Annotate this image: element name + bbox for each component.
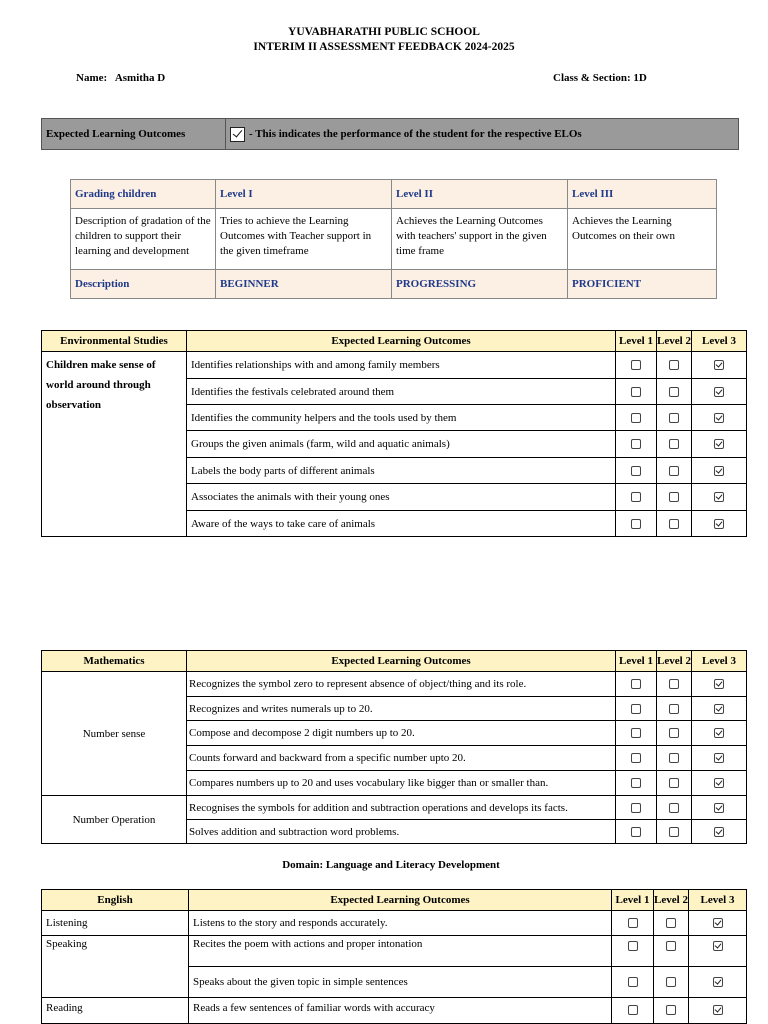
table-row <box>42 998 747 1024</box>
grading-description-row <box>71 209 717 270</box>
level-3-checkbox[interactable] <box>714 360 724 370</box>
elo-text: Compose and decompose 2 digit numbers up to 20. <box>187 721 616 746</box>
elo-text: Counts forward and backward from a specific number upto 20. <box>187 746 616 771</box>
elo-text: Recognizes the symbol zero to represent absence of object/thing and its role. <box>187 672 616 697</box>
level-1-checkbox[interactable] <box>631 704 641 714</box>
grading-footer-row <box>71 270 717 299</box>
english-category-speaking: Speaking <box>42 936 189 998</box>
elo-text: Labels the body parts of different animals <box>187 458 616 484</box>
level-3-checkbox[interactable] <box>713 941 723 951</box>
english-category-reading: Reading <box>42 998 189 1024</box>
level-1-checkbox[interactable] <box>631 360 641 370</box>
table-row <box>42 796 747 820</box>
class-label: Class & Section: <box>553 72 631 84</box>
math-table <box>41 650 747 844</box>
level-3-checkbox[interactable] <box>714 387 724 397</box>
level-2-checkbox[interactable] <box>669 413 679 423</box>
elo-legend-text: - This indicates the performance of the student for the respective ELOs <box>249 127 582 140</box>
level-2-checkbox[interactable] <box>666 918 676 928</box>
level-1-checkbox[interactable] <box>631 728 641 738</box>
level-1-checkbox[interactable] <box>628 918 638 928</box>
level-1-checkbox[interactable] <box>631 803 641 813</box>
evs-table <box>41 330 747 537</box>
elo-text: Aware of the ways to take care of animals <box>187 511 616 537</box>
elo-text: Compares numbers up to 20 and uses vocabulary like bigger than or smaller than. <box>187 771 616 796</box>
level-3-checkbox[interactable] <box>714 519 724 529</box>
level-1-checkbox[interactable] <box>631 519 641 529</box>
grading-footer-cell: BEGINNER <box>216 270 392 299</box>
level-2-checkbox[interactable] <box>669 492 679 502</box>
elo-text: Recognises the symbols for addition and subtraction operations and develops its facts. <box>187 796 616 820</box>
math-elo-header: Expected Learning Outcomes <box>187 651 616 672</box>
elo-text: Recognizes and writes numerals up to 20. <box>187 697 616 721</box>
level-2-checkbox[interactable] <box>666 941 676 951</box>
table-row <box>42 672 747 697</box>
student-name-row <box>76 72 165 84</box>
level-1-checkbox[interactable] <box>631 466 641 476</box>
level-3-checkbox[interactable] <box>714 492 724 502</box>
evs-category: Children make sense of world around through observation <box>42 352 187 537</box>
level-3-checkbox[interactable] <box>714 704 724 714</box>
grading-footer-cell: PROGRESSING <box>392 270 568 299</box>
elo-legend-desc <box>226 119 739 150</box>
grading-desc-cell: Tries to achieve the Learning Outcomes with Teacher support in the given timeframe <box>216 209 392 270</box>
domain-heading: Domain: Language and Literacy Development <box>282 859 500 871</box>
level-header: Level 1 <box>616 651 657 672</box>
level-1-checkbox[interactable] <box>628 977 638 987</box>
level-2-checkbox[interactable] <box>669 466 679 476</box>
grading-header-cell: Grading children <box>71 180 216 209</box>
english-elo-header: Expected Learning Outcomes <box>189 890 612 911</box>
elo-text: Identifies relationships with and among family members <box>187 352 616 379</box>
level-header: Level 3 <box>692 651 747 672</box>
level-2-checkbox[interactable] <box>669 778 679 788</box>
math-header-row <box>42 651 747 672</box>
grading-footer-cell: PROFICIENT <box>568 270 717 299</box>
level-2-checkbox[interactable] <box>669 827 679 837</box>
level-2-checkbox[interactable] <box>669 360 679 370</box>
level-3-checkbox[interactable] <box>714 778 724 788</box>
grading-footer-cell: Description <box>71 270 216 299</box>
grading-desc-cell: Achieves the Learning Outcomes with teachers' support in the given time frame <box>392 209 568 270</box>
elo-legend-bar <box>41 118 739 150</box>
elo-text: Groups the given animals (farm, wild and aquatic animals) <box>187 431 616 458</box>
math-category-number-operation: Number Operation <box>42 796 187 844</box>
table-row <box>42 911 747 936</box>
level-header: Level 2 <box>654 890 689 911</box>
level-1-checkbox[interactable] <box>631 827 641 837</box>
level-1-checkbox[interactable] <box>631 778 641 788</box>
assessment-title: INTERIM II ASSESSMENT FEEDBACK 2024-2025 <box>253 41 515 53</box>
grading-desc-cell: Achieves the Learning Outcomes on their own <box>568 209 717 270</box>
table-row <box>42 352 747 379</box>
level-1-checkbox[interactable] <box>631 413 641 423</box>
level-2-checkbox[interactable] <box>669 704 679 714</box>
english-table <box>41 889 747 1024</box>
elo-text: Solves addition and subtraction word problems. <box>187 820 616 844</box>
grading-desc-cell: Description of gradation of the children to support their learning and development <box>71 209 216 270</box>
level-1-checkbox[interactable] <box>631 492 641 502</box>
table-row <box>42 936 747 967</box>
class-section-row <box>553 72 647 84</box>
level-header: Level 2 <box>657 331 692 352</box>
class-value: 1D <box>633 72 647 84</box>
level-2-checkbox[interactable] <box>666 1005 676 1015</box>
level-header: Level 3 <box>692 331 747 352</box>
evs-elo-header: Expected Learning Outcomes <box>187 331 616 352</box>
grading-table <box>70 179 717 299</box>
level-2-checkbox[interactable] <box>666 977 676 987</box>
level-2-checkbox[interactable] <box>669 679 679 689</box>
grading-header-cell: Level II <box>392 180 568 209</box>
level-3-checkbox[interactable] <box>714 827 724 837</box>
math-category-number-sense: Number sense <box>42 672 187 796</box>
level-3-checkbox[interactable] <box>714 803 724 813</box>
grading-header-cell: Level III <box>568 180 717 209</box>
grading-header-cell: Level I <box>216 180 392 209</box>
level-3-checkbox[interactable] <box>714 466 724 476</box>
level-3-checkbox[interactable] <box>713 918 723 928</box>
elo-text: Listens to the story and responds accurately. <box>189 911 612 936</box>
elo-text: Reads a few sentences of familiar words with accuracy <box>189 998 612 1024</box>
level-2-checkbox[interactable] <box>669 803 679 813</box>
level-1-checkbox[interactable] <box>628 941 638 951</box>
level-3-checkbox[interactable] <box>714 728 724 738</box>
level-2-checkbox[interactable] <box>669 519 679 529</box>
level-3-checkbox[interactable] <box>714 679 724 689</box>
elo-text: Identifies the community helpers and the tools used by them <box>187 405 616 431</box>
level-2-checkbox[interactable] <box>669 387 679 397</box>
evs-header-row <box>42 331 747 352</box>
name-value: Asmitha D <box>114 72 166 84</box>
level-header: Level 2 <box>657 651 692 672</box>
level-2-checkbox[interactable] <box>669 728 679 738</box>
checkbox-checked-icon <box>230 127 245 142</box>
level-1-checkbox[interactable] <box>628 1005 638 1015</box>
grading-header-row <box>71 180 717 209</box>
level-1-checkbox[interactable] <box>631 439 641 449</box>
level-3-checkbox[interactable] <box>714 753 724 763</box>
level-header: Level 1 <box>612 890 654 911</box>
level-3-checkbox[interactable] <box>713 977 723 987</box>
english-category-listening: Listening <box>42 911 189 936</box>
english-subject-header: English <box>42 890 189 911</box>
level-3-checkbox[interactable] <box>713 1005 723 1015</box>
level-3-checkbox[interactable] <box>714 439 724 449</box>
level-header: Level 1 <box>616 331 657 352</box>
level-1-checkbox[interactable] <box>631 387 641 397</box>
level-1-checkbox[interactable] <box>631 753 641 763</box>
elo-text: Associates the animals with their young ones <box>187 484 616 511</box>
level-3-checkbox[interactable] <box>714 413 724 423</box>
english-header-row <box>42 890 747 911</box>
level-header: Level 3 <box>689 890 747 911</box>
math-subject-header: Mathematics <box>42 651 187 672</box>
elo-text: Identifies the festivals celebrated around them <box>187 379 616 405</box>
level-2-checkbox[interactable] <box>669 753 679 763</box>
elo-legend-label: Expected Learning Outcomes <box>42 119 226 150</box>
school-name: YUVABHARATHI PUBLIC SCHOOL <box>288 26 480 38</box>
name-label: Name: <box>76 72 108 84</box>
level-2-checkbox[interactable] <box>669 439 679 449</box>
elo-text: Speaks about the given topic in simple sentences <box>189 967 612 998</box>
elo-text: Recites the poem with actions and proper intonation <box>189 936 612 967</box>
evs-subject-header: Environmental Studies <box>42 331 187 352</box>
level-1-checkbox[interactable] <box>631 679 641 689</box>
